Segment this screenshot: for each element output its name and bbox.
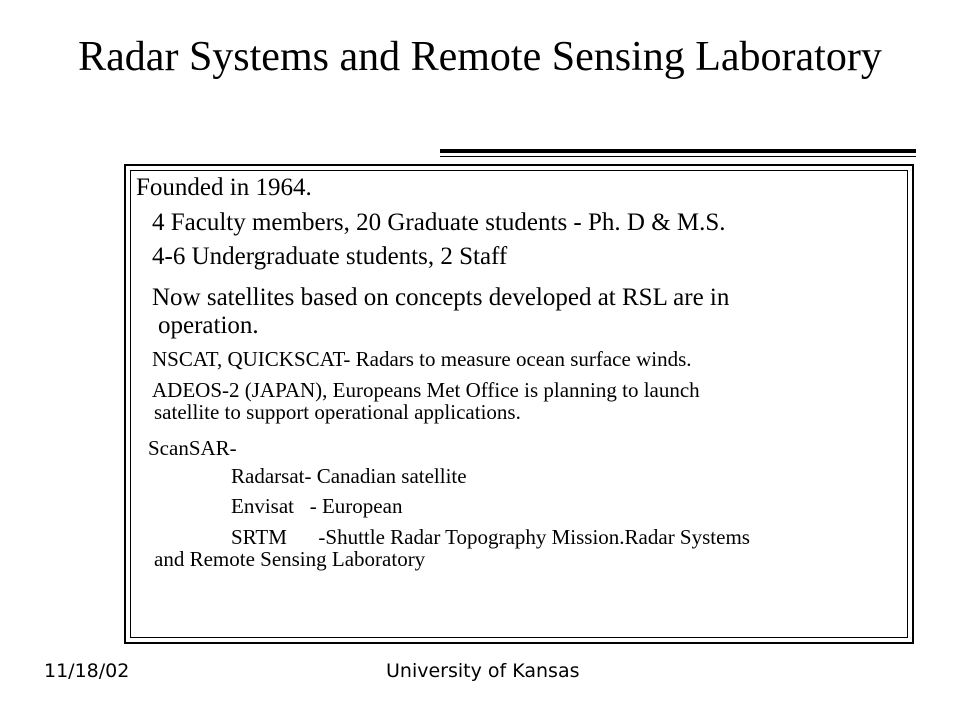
satellites-text-line2: operation. <box>158 312 259 339</box>
title-divider-thick <box>440 149 916 153</box>
slide-title: Radar Systems and Remote Sensing Laboratory <box>78 34 882 80</box>
undergrad-text: 4-6 Undergraduate students, 2 Staff <box>152 243 508 270</box>
founded-text: Founded in 1964. <box>136 174 312 201</box>
srtm-text-line1: SRTM -Shuttle Radar Topography Mission.Radar Systems <box>231 525 750 549</box>
radarsat-text: Radarsat- Canadian satellite <box>231 464 467 488</box>
satellites-text-line1: Now satellites based on concepts developed at RSL are in <box>152 284 730 311</box>
nscat-text: NSCAT, QUICKSCAT- Radars to measure ocean surface winds. <box>152 347 692 371</box>
envisat-text: Envisat - European <box>231 494 403 518</box>
scansar-text: ScanSAR- <box>148 436 237 460</box>
adeos-text-line1: ADEOS-2 (JAPAN), Europeans Met Office is planning to launch <box>152 378 700 402</box>
satellites-text <box>152 284 904 340</box>
footer-date: 11/18/02 <box>44 660 130 682</box>
srtm-text <box>152 526 904 570</box>
title-divider-thin <box>440 156 916 157</box>
footer-organization: University of Kansas <box>386 660 580 682</box>
adeos-text-line2: satellite to support operational applications. <box>154 400 521 424</box>
adeos-text <box>152 379 904 423</box>
srtm-text-line2: and Remote Sensing Laboratory <box>154 547 426 571</box>
faculty-text: 4 Faculty members, 20 Graduate students - Ph. D & M.S. <box>152 209 726 236</box>
